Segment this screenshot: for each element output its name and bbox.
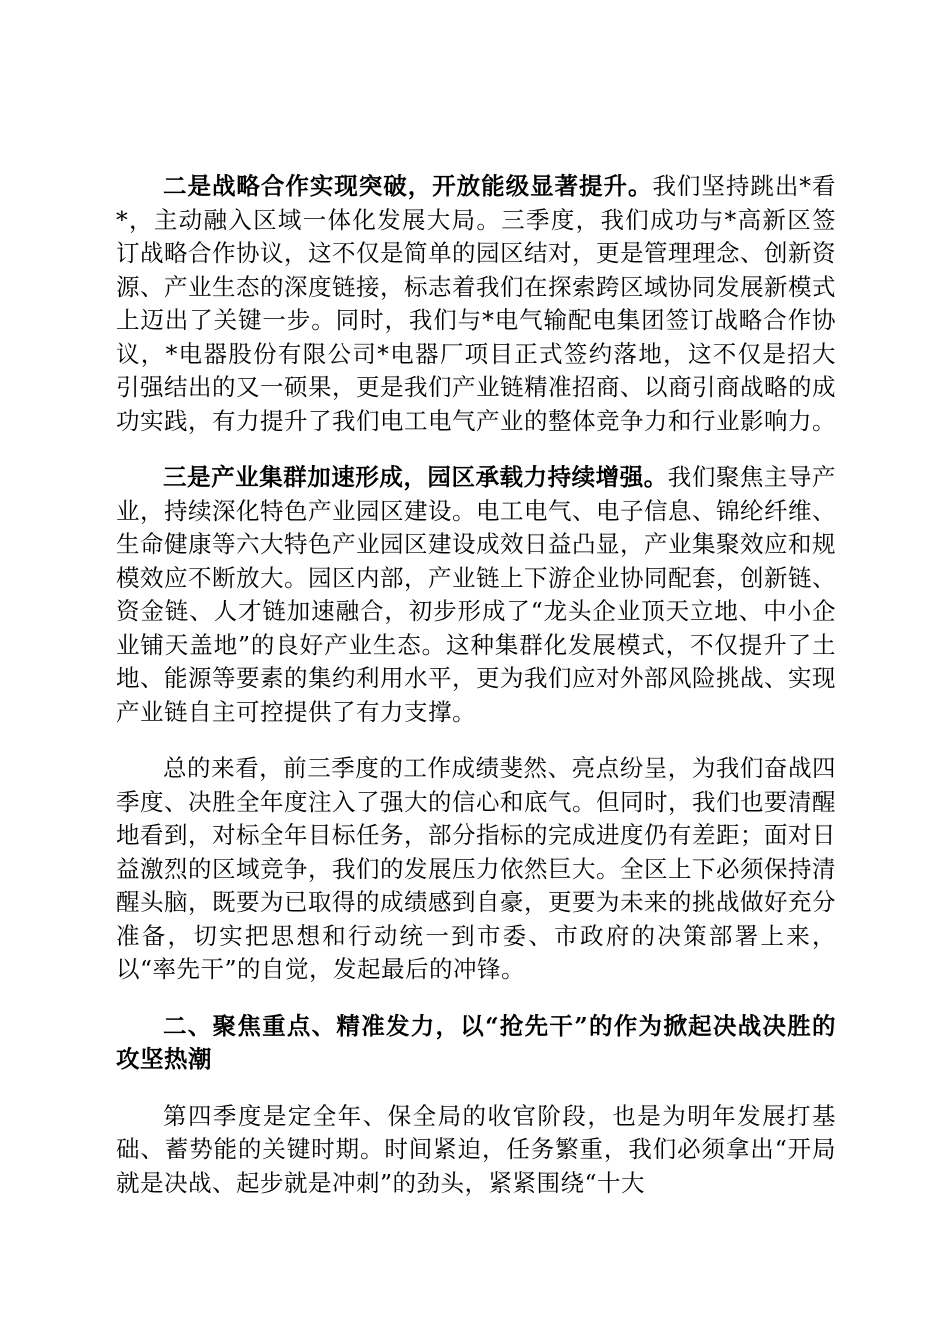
paragraph-lead: 三是产业集群加速形成，园区承载力持续增强。 [163, 463, 668, 491]
paragraph-summary [116, 752, 836, 987]
paragraph-industrial-cluster [116, 461, 836, 729]
section-heading: 二、聚焦重点、精准发力，以“抢先干”的作为掀起决战决胜的攻坚热潮 [116, 1011, 836, 1073]
paragraph-body: 第四季度是定全年、保全局的收官阶段，也是为明年发展打基础、蓄势能的关键时期。时间紧迫，任务繁重，我们必须拿出“开局就是决战、起步就是冲刺”的劲头，紧紧围绕“十大 [116, 1101, 836, 1197]
paragraph-body: 总的来看，前三季度的工作成绩斐然、亮点纷呈，为我们奋战四季度、决胜全年度注入了强大的信心和底气。但同时，我们也要清醒地看到，对标全年目标任务，部分指标的完成进度仍有差距；面对日益激烈的区域竞争，我们的发展压力依然巨大。全区上下必须保持清醒头脑，既要为已取得的成绩感到自豪，更要为未来的挑战做好充分准备，切实把思想和行动统一到市委、市政府的决策部署上来，以“率先干”的自觉，发起最后的冲锋。 [116, 754, 836, 983]
paragraph-strategic-cooperation [116, 170, 836, 438]
paragraph-body: 我们聚焦主导产业，持续深化特色产业园区建设。电工电气、电子信息、锦纶纤维、生命健康等六大特色产业园区建设成效日益凸显，产业集聚效应和规模效应不断放大。园区内部，产业链上下游企业协同配套，创新链、资金链、人才链加速融合，初步形成了“龙头企业顶天立地、中小企业铺天盖地”的良好产业生态。这种集群化发展模式，不仅提升了土地、能源等要素的集约利用水平，更为我们应对外部风险挑战、实现产业链自主可控提供了有力支撑。 [116, 463, 837, 726]
paragraph-body: 我们坚持跳出*看*，主动融入区域一体化发展大局。三季度，我们成功与*高新区签订战略合作协议，这不仅是简单的园区结对，更是管理理念、创新资源、产业生态的深度链接，标志着我们在探索跨区域协同发展新模式上迈出了关键一步。同时，我们与*电气输配电集团签订战略合作协议，*电器股份有限公司*电器厂项目正式签约落地，这不仅是招大引强结出的又一硕果，更是我们产业链精准招商、以商引商战略的成功实践，有力提升了我们电工电气产业的整体竞争力和行业影响力。 [116, 172, 837, 435]
document-page [116, 170, 836, 1200]
paragraph-fourth-quarter [116, 1100, 836, 1201]
paragraph-lead: 二是战略合作实现突破，开放能级显著提升。 [163, 172, 653, 200]
